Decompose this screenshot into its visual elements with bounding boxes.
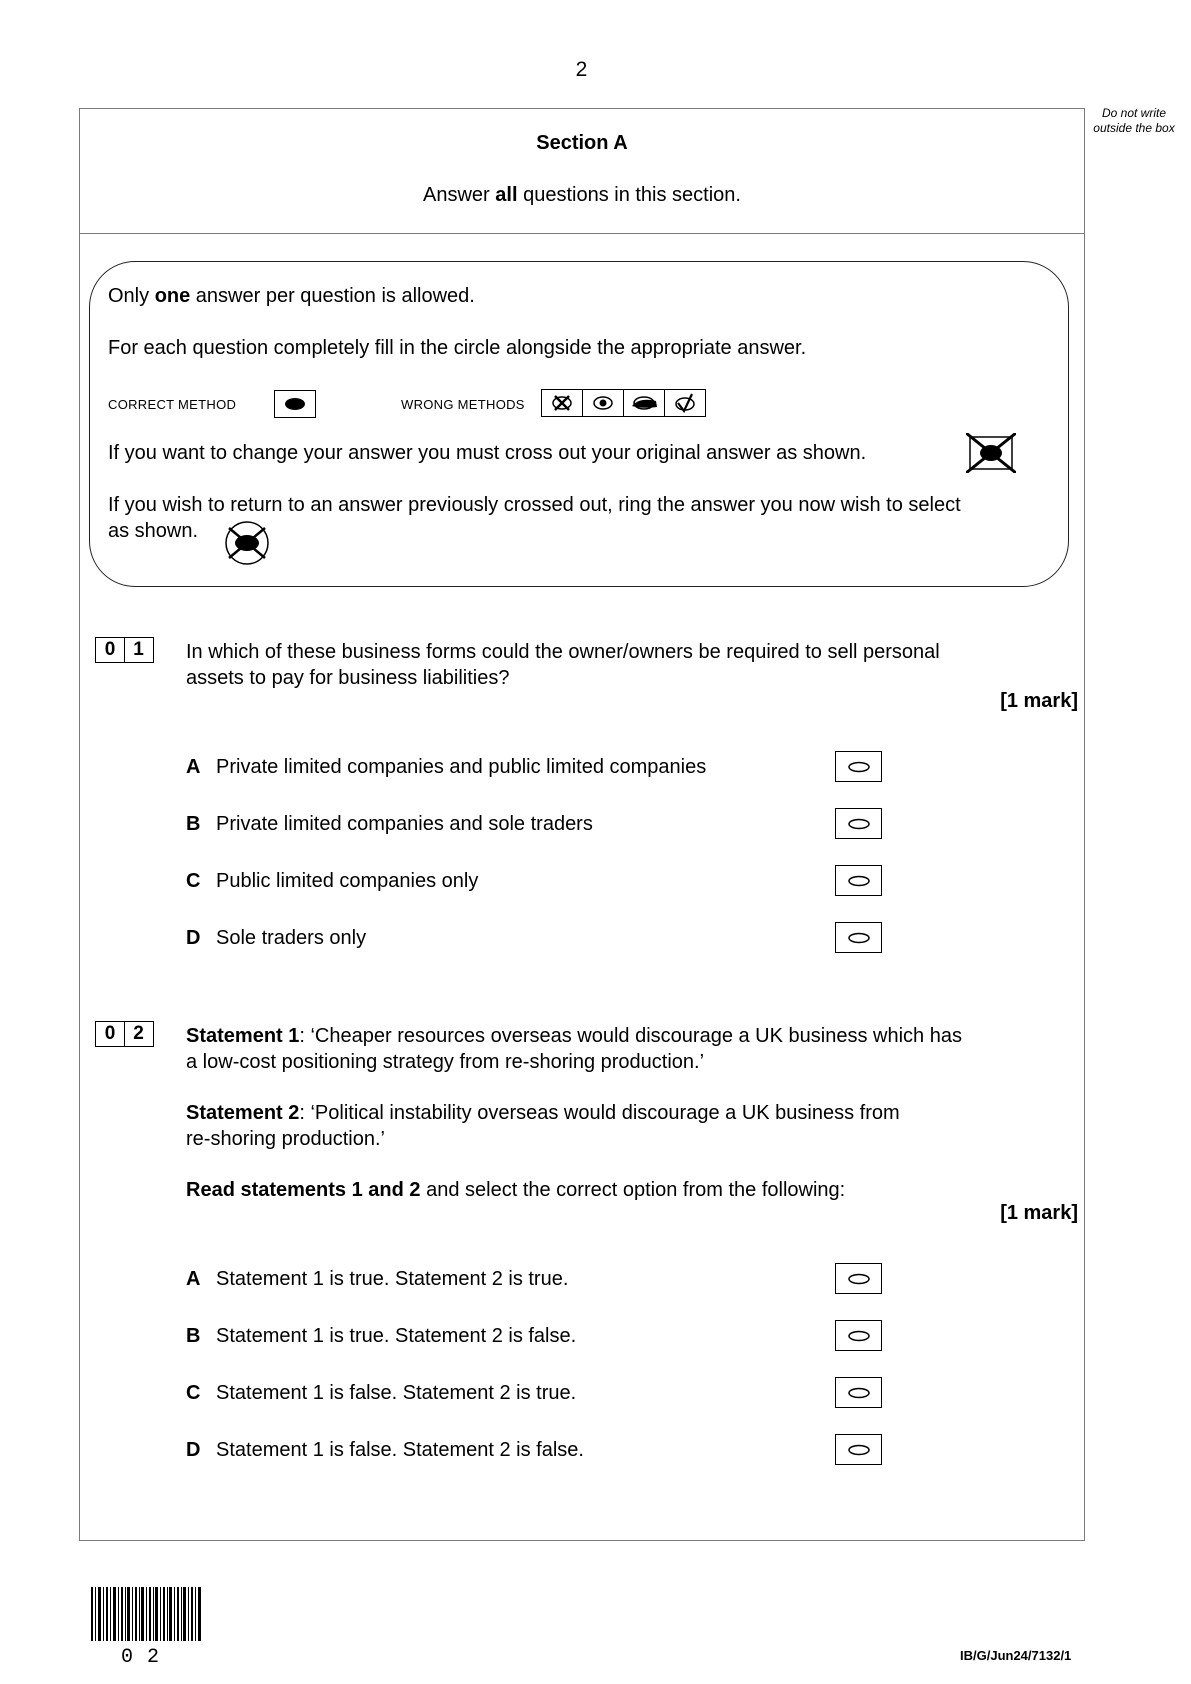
statement-1-line2: a low-cost positioning strategy from re-shoring production.’ <box>186 1051 705 1073</box>
q01-option-d-bubble[interactable] <box>835 922 882 953</box>
emphasis: one <box>154 285 191 307</box>
q02-option-d <box>186 1439 584 1462</box>
option-letter: B <box>186 1325 201 1347</box>
instruction-one-answer <box>108 285 475 308</box>
statement-2-text: : ‘Political instability overseas would discourage a UK business from <box>299 1102 900 1124</box>
instruction-text: questions in this section. <box>517 184 741 206</box>
q01-option-c <box>186 870 478 893</box>
statement-2-line1 <box>186 1100 900 1126</box>
option-text: Statement 1 is false. Statement 2 is true. <box>216 1382 577 1404</box>
option-letter: D <box>186 1439 201 1461</box>
q02-option-c <box>186 1382 576 1405</box>
question-01-line1: In which of these business forms could the owner/owners be required to sell personal <box>186 641 940 663</box>
q02-option-c-bubble[interactable] <box>835 1377 882 1408</box>
question-01-text <box>186 639 940 691</box>
question-02-mark: [1 mark] <box>1000 1202 1078 1224</box>
wrong-method-partial-fill-icon <box>623 389 665 417</box>
instruction-emphasis: Read statements 1 and 2 <box>186 1179 421 1201</box>
statement-1-text: : ‘Cheaper resources overseas would discourage a UK business which has <box>299 1025 962 1047</box>
crossed-out-example-icon <box>966 433 1010 465</box>
q02-option-b <box>186 1325 576 1348</box>
option-text: Sole traders only <box>216 927 367 949</box>
wrong-method-tick-icon <box>664 389 706 417</box>
instruction-text: Answer <box>423 184 496 206</box>
option-letter: C <box>186 1382 201 1404</box>
q02-option-d-bubble[interactable] <box>835 1434 882 1465</box>
q01-option-d <box>186 927 366 950</box>
paper-reference-code: IB/G/Jun24/7132/1 <box>960 1648 1072 1663</box>
wrong-methods-label: WRONG METHODS <box>401 397 525 412</box>
q02-option-a-bubble[interactable] <box>835 1263 882 1294</box>
wrong-method-dot-icon <box>582 389 624 417</box>
q01-option-a <box>186 756 706 779</box>
q01-option-c-bubble[interactable] <box>835 865 882 896</box>
option-letter: C <box>186 870 201 892</box>
ringed-answer-example-icon <box>219 520 275 571</box>
option-text: Statement 1 is true. Statement 2 is false. <box>216 1325 577 1347</box>
statement-2-label: Statement 2 <box>186 1102 300 1124</box>
question-01-mark: [1 mark] <box>1000 690 1078 712</box>
statement-1-line1 <box>186 1023 962 1049</box>
correct-method-label: CORRECT METHOD <box>108 397 237 412</box>
question-digit: 1 <box>124 637 154 663</box>
section-instruction <box>79 184 1085 207</box>
option-letter: B <box>186 813 201 835</box>
margin-note: Do not write outside the box <box>1093 106 1175 135</box>
statement-2 <box>186 1100 900 1152</box>
option-text: Statement 1 is false. Statement 2 is false. <box>216 1439 584 1461</box>
question-digit: 0 <box>95 637 125 663</box>
option-letter: A <box>186 1268 201 1290</box>
wrong-method-cross-icon <box>541 389 583 417</box>
question-number-01 <box>95 637 154 663</box>
q02-option-a <box>186 1268 568 1291</box>
option-letter: A <box>186 756 201 778</box>
instruction-return-answer-cont: as shown. <box>108 520 199 542</box>
page-number: 2 <box>575 58 588 81</box>
barcode-number: 02 <box>121 1646 174 1669</box>
instruction-text: and select the correct option from the following: <box>420 1179 846 1201</box>
text: answer per question is allowed. <box>190 285 475 307</box>
question-number-02 <box>95 1021 154 1047</box>
q01-option-a-bubble[interactable] <box>835 751 882 782</box>
option-letter: D <box>186 927 201 949</box>
statement-1 <box>186 1023 962 1075</box>
instruction-fill-circle: For each question completely fill in the circle alongside the appropriate answer. <box>108 337 807 359</box>
text: Only <box>108 285 155 307</box>
question-digit: 0 <box>95 1021 125 1047</box>
instruction-emphasis: all <box>495 184 518 206</box>
section-header <box>79 108 1085 234</box>
q02-option-b-bubble[interactable] <box>835 1320 882 1351</box>
question-01-line2: assets to pay for business liabilities? <box>186 667 510 689</box>
instructions-box <box>89 261 1069 587</box>
instruction-cross-out: If you want to change your answer you must cross out your original answer as shown. <box>108 442 867 464</box>
option-text: Private limited companies and sole traders <box>216 813 593 835</box>
statement-2-line2: re-shoring production.’ <box>186 1128 385 1150</box>
instruction-return-answer: If you wish to return to an answer previously crossed out, ring the answer you now wish to select <box>108 494 961 516</box>
q01-option-b-bubble[interactable] <box>835 808 882 839</box>
option-text: Public limited companies only <box>216 870 479 892</box>
option-text: Statement 1 is true. Statement 2 is true. <box>216 1268 569 1290</box>
question-02-instruction <box>186 1177 845 1203</box>
barcode <box>91 1587 203 1648</box>
statement-1-label: Statement 1 <box>186 1025 300 1047</box>
correct-method-example-icon <box>274 390 316 418</box>
q01-option-b <box>186 813 593 836</box>
option-text: Private limited companies and public limited companies <box>216 756 707 778</box>
section-title: Section A <box>536 132 628 154</box>
question-digit: 2 <box>124 1021 154 1047</box>
